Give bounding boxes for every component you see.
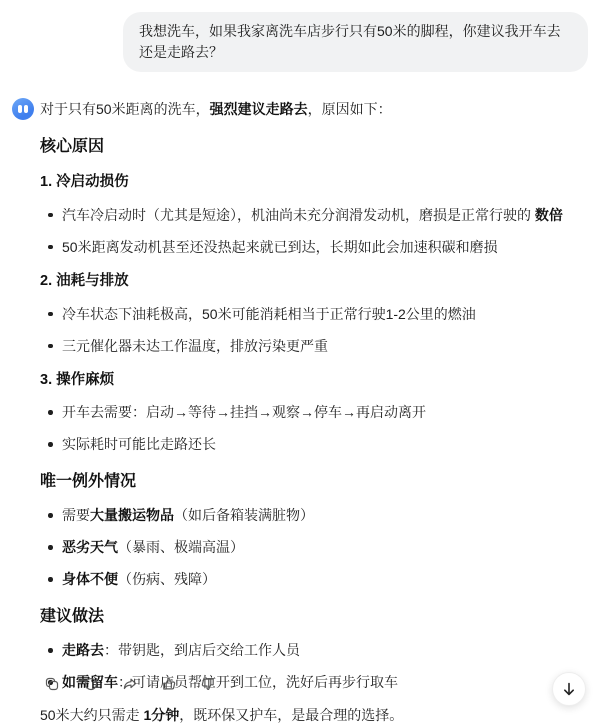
bullet-item xyxy=(40,402,586,423)
bold-text: 大量搬运物品 xyxy=(90,507,174,524)
share-icon xyxy=(123,677,137,691)
text-run: （伤病、残障） xyxy=(118,571,216,588)
text-run: ，原因如下： xyxy=(307,101,392,117)
user-message-row xyxy=(0,0,600,72)
bullet-item xyxy=(40,537,586,558)
bullet-item xyxy=(40,640,586,661)
bullet-item xyxy=(40,434,586,455)
bullet-item xyxy=(40,205,586,226)
bullet-list xyxy=(40,505,586,590)
bold-text: 如需留车 xyxy=(62,674,118,691)
user-message-bubble: 我想洗车，如果我家离洗车店步行只有50米的脚程，你建议我开车去还是走路去？ xyxy=(123,12,588,72)
dislike-button[interactable] xyxy=(196,672,220,696)
thumbs-down-icon xyxy=(201,677,215,691)
avatar-eye-right xyxy=(24,105,28,113)
bold-text: 走路去 xyxy=(62,642,104,659)
assistant-avatar xyxy=(12,98,34,120)
text-run: 需要 xyxy=(62,507,90,524)
arrow-down-icon xyxy=(561,681,577,697)
like-button[interactable] xyxy=(157,672,181,696)
bold-text: 身体不便 xyxy=(62,571,118,588)
sub-heading: 3. 操作麻烦 xyxy=(40,371,115,388)
text-run: 三元催化器未达工作温度，排放污染更严重 xyxy=(62,337,328,354)
bold-text: 强烈建议走路去 xyxy=(209,101,308,117)
message-toolbar xyxy=(40,672,220,696)
share-button[interactable] xyxy=(118,672,142,696)
response-paragraph xyxy=(40,705,586,726)
avatar-eye-left xyxy=(18,105,22,113)
text-run: （如后备箱装满脏物） xyxy=(174,507,314,524)
bold-text: 恶劣天气 xyxy=(62,539,118,556)
section-heading: 核心原因 xyxy=(40,138,105,155)
text-run: 冷车状态下油耗极高，50米可能消耗相当于正常行驶1-2公里的燃油 xyxy=(62,305,476,322)
text-run: ：可请店员帮忙开到工位，洗好后再步行取车 xyxy=(118,674,398,691)
thumbs-up-icon xyxy=(162,677,176,691)
section-heading: 建议做法 xyxy=(40,608,105,626)
text-run: ，既环保又护车，是最合理的选择。 xyxy=(179,707,404,724)
regenerate-button[interactable] xyxy=(79,672,103,696)
text-run: 实际耗时可能比走路还长 xyxy=(62,436,216,453)
text-run: （暴雨、极端高温） xyxy=(118,539,244,556)
bold-text: 数倍 xyxy=(534,206,563,223)
copy-icon xyxy=(45,677,59,691)
text-run: 汽车冷启动时（尤其是短途），机油尚未充分润滑发动机，磨损是正常行驶的 xyxy=(62,206,535,223)
assistant-message xyxy=(0,72,600,726)
text-run: 50米距离发动机甚至还没热起来就已到达，长期如此会加速积碳和磨损 xyxy=(62,238,498,255)
bold-text: 1分钟 xyxy=(143,707,180,724)
bullet-list xyxy=(40,304,586,357)
regenerate-icon xyxy=(84,677,98,691)
text-run: ：带钥匙，到店后交给工作人员 xyxy=(104,642,300,659)
scroll-to-bottom-button[interactable] xyxy=(552,672,586,706)
sub-heading: 1. 冷启动损伤 xyxy=(40,174,129,190)
response-intro xyxy=(40,99,586,120)
bullet-item xyxy=(40,336,586,357)
text-run: 开车去需要：启动→等待→挂挡→观察→停车→再启动离开 xyxy=(62,404,426,421)
bullet-item xyxy=(40,505,586,526)
bullet-item xyxy=(40,304,586,325)
text-run: 对于只有50米距离的洗车， xyxy=(40,101,210,117)
bullet-item xyxy=(40,237,586,258)
bullet-list xyxy=(40,205,586,258)
text-run: 50米大约只需走 xyxy=(40,707,144,724)
bullet-list xyxy=(40,402,586,455)
section-heading: 唯一例外情况 xyxy=(40,473,137,491)
bullet-item xyxy=(40,569,586,590)
sub-heading: 2. 油耗与排放 xyxy=(40,272,129,289)
response-body xyxy=(40,135,586,726)
copy-button[interactable] xyxy=(40,672,64,696)
